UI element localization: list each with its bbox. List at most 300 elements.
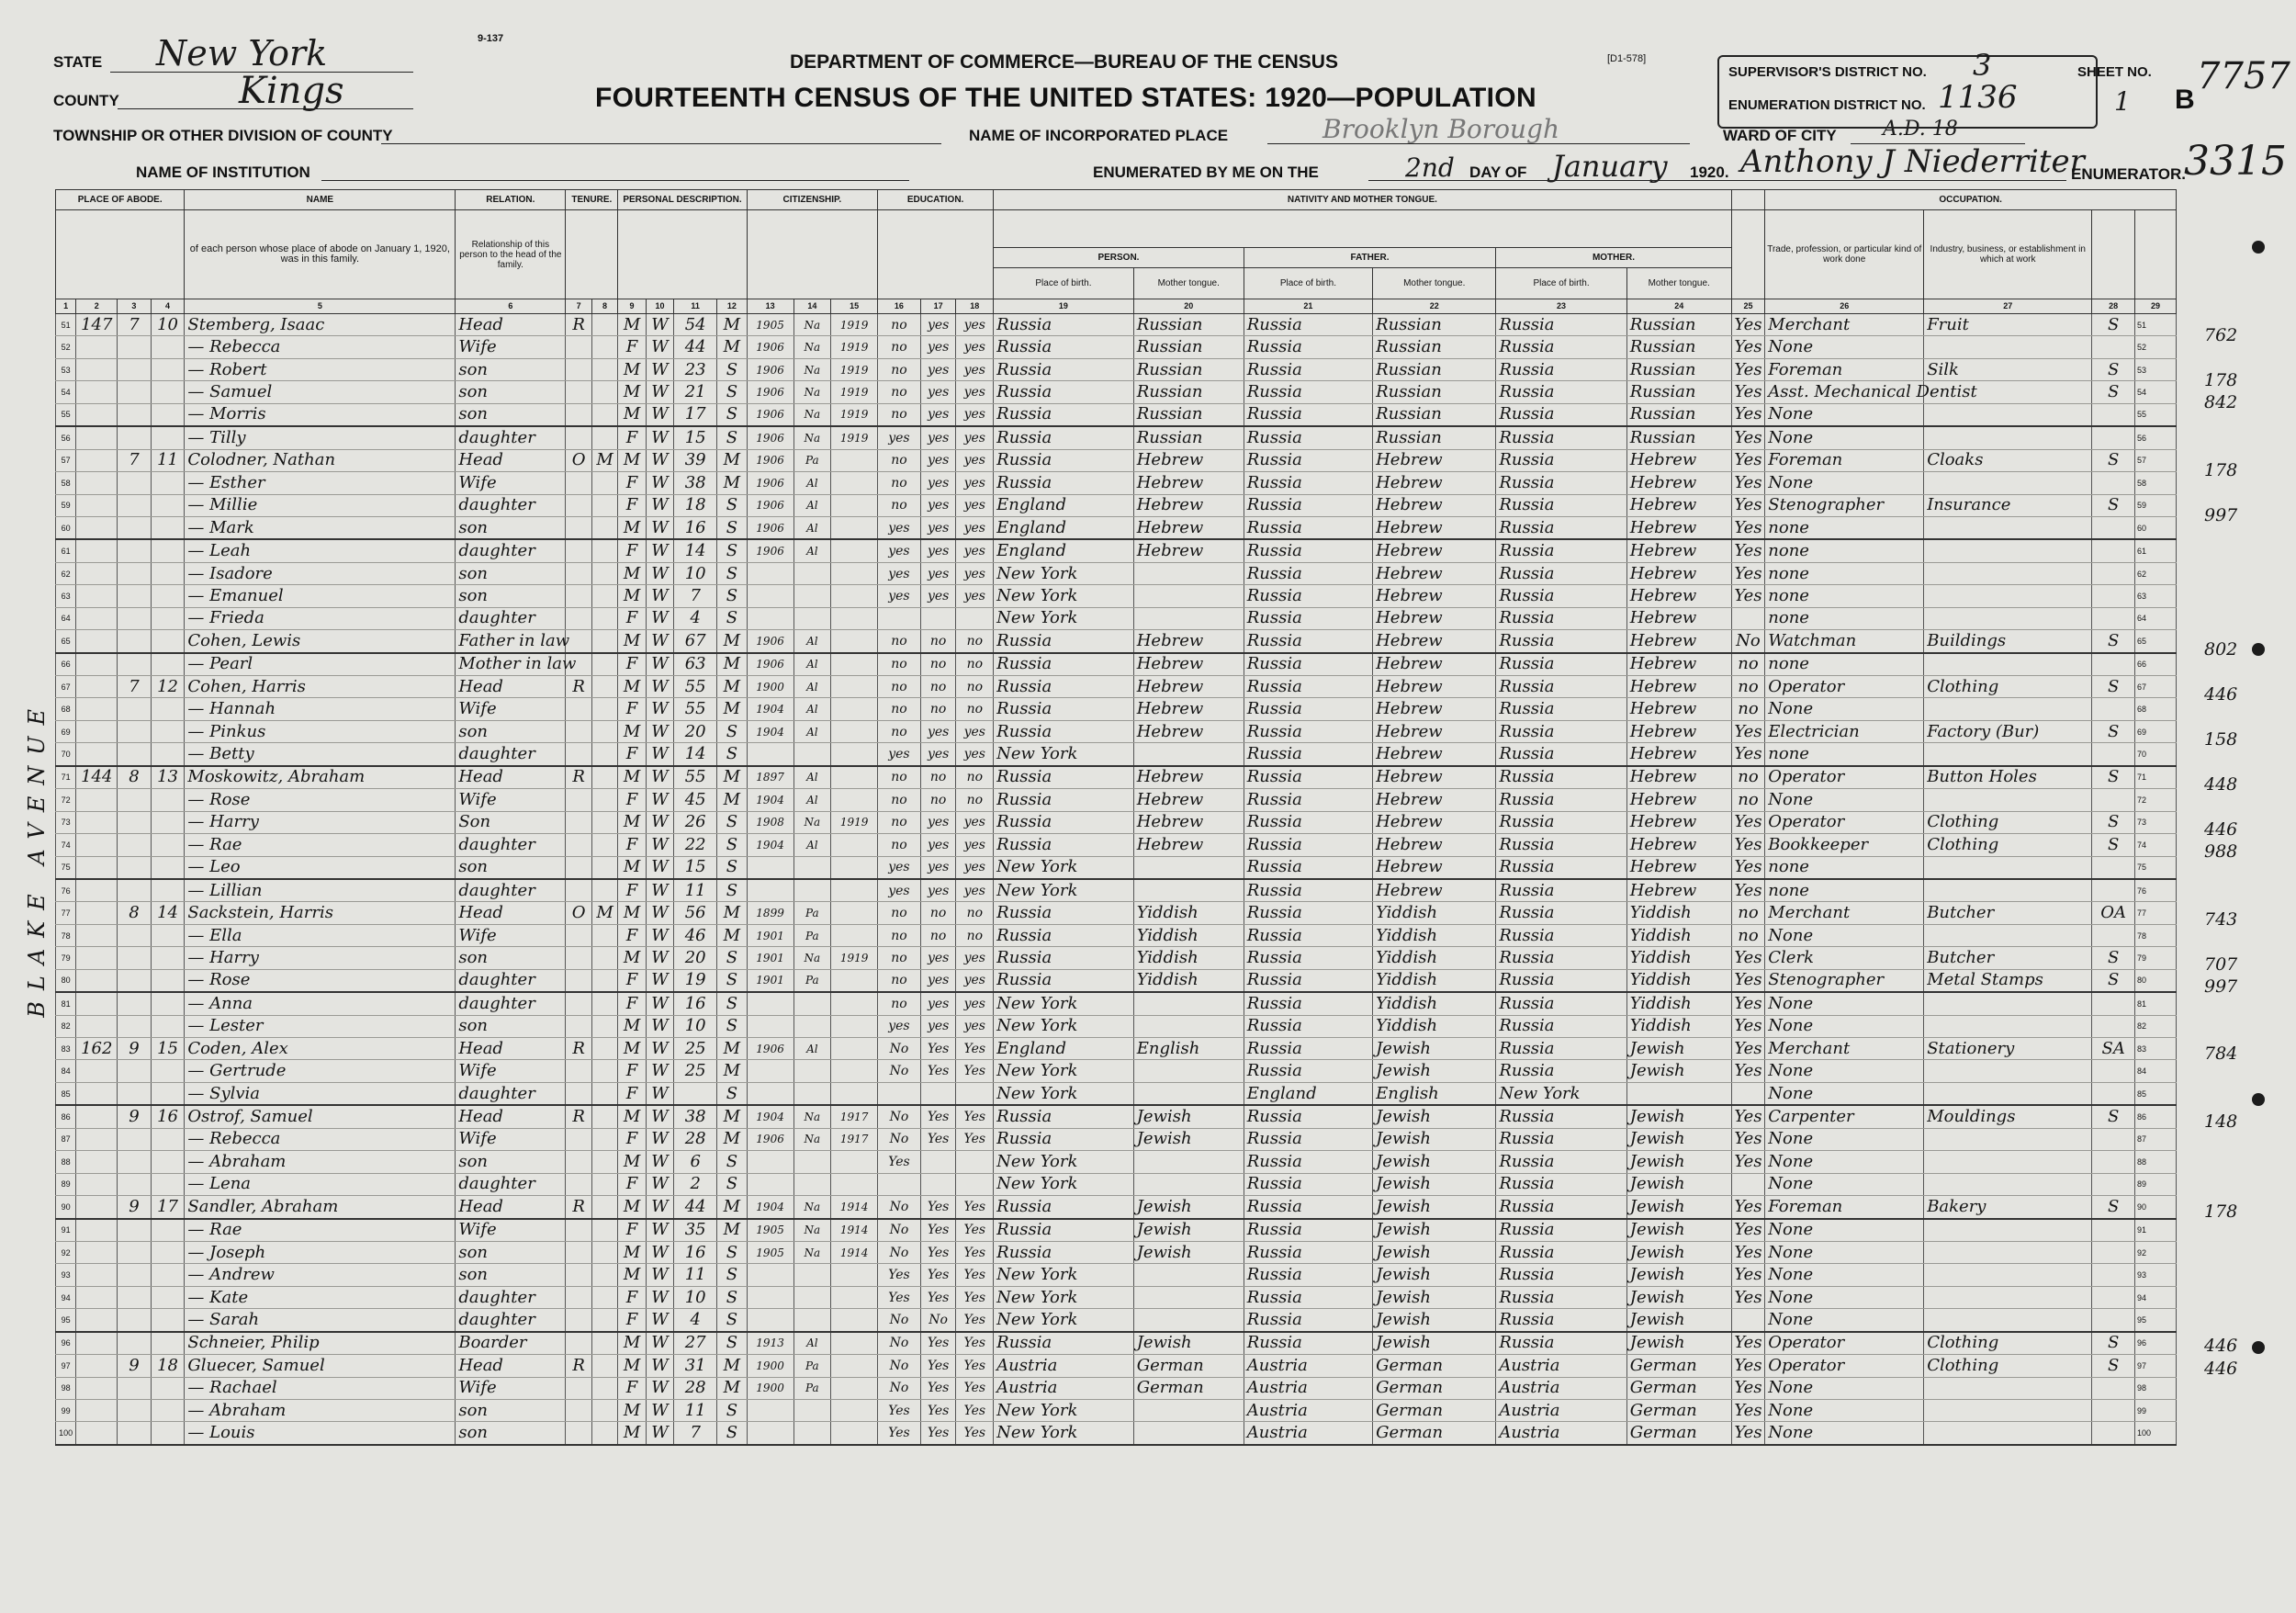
cell-name: — Pearl (185, 653, 456, 676)
cell-ten (566, 516, 591, 539)
cell-dw: 8 (118, 902, 152, 924)
enumerator-signature: Anthony J Niederriter (1740, 143, 2085, 180)
cell-race: W (646, 1196, 674, 1219)
cell-eng: Yes (1731, 336, 1765, 358)
cell-imm: 1904 (747, 789, 793, 811)
cell-age: 44 (674, 1196, 717, 1219)
cell-ten (566, 698, 591, 720)
cell-nat (793, 1173, 831, 1195)
cell-write: Yes (956, 1377, 994, 1399)
cell-yr (831, 1082, 878, 1105)
row-number-cell: 83 (2135, 1038, 2177, 1060)
cell-read: Yes (920, 1264, 956, 1286)
cell-write: no (956, 653, 994, 676)
cell-race: W (646, 811, 674, 833)
cell-fpob: Russia (1244, 403, 1372, 426)
cell-nat (793, 879, 831, 902)
cell-dw (118, 630, 152, 653)
cell-mtongue: Hebrew (1626, 720, 1731, 742)
cell-fam (151, 1151, 185, 1173)
cell-fpob: Russia (1244, 1105, 1372, 1128)
cell-imm: 1901 (747, 969, 793, 992)
cell-age: 26 (674, 811, 717, 833)
column-number: 28 (2092, 299, 2135, 314)
cell-dw (118, 426, 152, 449)
cell-ftongue: Hebrew (1373, 539, 1496, 562)
cell-sch: no (878, 653, 921, 676)
cell-age: 55 (674, 676, 717, 698)
cell-pob: New York (994, 1400, 1134, 1422)
cell-name: Ostrof, Samuel (185, 1105, 456, 1128)
row-number-cell: 93 (2135, 1264, 2177, 1286)
cell-sex: F (618, 698, 647, 720)
cell-pob: New York (994, 1422, 1134, 1445)
cell-pob: Russia (994, 1128, 1134, 1150)
cell-age (674, 1082, 717, 1105)
cell-read: yes (920, 426, 956, 449)
cell-occ: None (1765, 1241, 1924, 1263)
row-number-cell: 85 (56, 1082, 76, 1105)
cell-hm (591, 947, 617, 969)
cell-pob: Russia (994, 902, 1134, 924)
cell-pob: New York (994, 1082, 1134, 1105)
cell-mpob: Russia (1496, 1151, 1626, 1173)
cell-yr: 1919 (831, 314, 878, 336)
cell-mar: M (717, 1105, 748, 1128)
cell-rel: son (456, 1151, 566, 1173)
cell-pob: New York (994, 1173, 1134, 1195)
cell-mar: S (717, 947, 748, 969)
cell-name: — Leah (185, 539, 456, 562)
cell-yr (831, 969, 878, 992)
cell-yr (831, 856, 878, 879)
cell-name: — Betty (185, 743, 456, 766)
cell-tongue: English (1133, 1038, 1244, 1060)
cell-mtongue: German (1626, 1355, 1731, 1377)
cell-sex: F (618, 1286, 647, 1308)
cell-rel: son (456, 516, 566, 539)
cell-yr (831, 992, 878, 1015)
cell-eng: Yes (1731, 1355, 1765, 1377)
table-row (56, 1286, 2177, 1308)
cell-occ: None (1765, 1082, 1924, 1105)
cell-mar: M (717, 653, 748, 676)
cell-ftongue: Hebrew (1373, 607, 1496, 629)
cell-ftongue: Yiddish (1373, 902, 1496, 924)
cell-sch (878, 1082, 921, 1105)
cell-sex: M (618, 449, 647, 471)
cell-pob: Russia (994, 426, 1134, 449)
cell-house (76, 1241, 118, 1263)
cell-hm (591, 539, 617, 562)
cell-sex: M (618, 856, 647, 879)
column-number: 6 (456, 299, 566, 314)
cell-cls (2092, 879, 2135, 902)
cell-pob: New York (994, 879, 1134, 902)
table-row (56, 1082, 2177, 1105)
cell-age: 55 (674, 698, 717, 720)
cell-nat: Na (793, 1105, 831, 1128)
row-number-cell: 91 (2135, 1219, 2177, 1242)
cell-mar: S (717, 403, 748, 426)
cell-mtongue: Hebrew (1626, 811, 1731, 833)
cell-hm (591, 381, 617, 403)
cell-sch: no (878, 403, 921, 426)
column-number: 17 (920, 299, 956, 314)
group-place-of-abode: PLACE OF ABODE. (56, 190, 185, 210)
cell-fpob: Austria (1244, 1422, 1372, 1445)
cell-ten (566, 1151, 591, 1173)
cell-tongue: Jewish (1133, 1219, 1244, 1242)
table-row (56, 472, 2177, 494)
cell-fam (151, 607, 185, 629)
cell-sch: no (878, 449, 921, 471)
cell-hm (591, 879, 617, 902)
cell-write: no (956, 698, 994, 720)
cell-imm (747, 607, 793, 629)
cell-rel: daughter (456, 743, 566, 766)
cell-yr (831, 472, 878, 494)
cell-ind: Stationery (1924, 1038, 2092, 1060)
cell-pob: New York (994, 1151, 1134, 1173)
cell-age: 45 (674, 789, 717, 811)
cell-name: — Harry (185, 811, 456, 833)
cell-write: yes (956, 947, 994, 969)
cell-house (76, 1400, 118, 1422)
cell-fpob: Russia (1244, 924, 1372, 946)
cell-race: W (646, 1173, 674, 1195)
cell-mpob: Russia (1496, 834, 1626, 856)
cell-write: Yes (956, 1219, 994, 1242)
cell-hm (591, 1038, 617, 1060)
table-row (56, 879, 2177, 902)
cell-ftongue: Yiddish (1373, 1015, 1496, 1037)
cell-rel: daughter (456, 879, 566, 902)
cell-cls (2092, 856, 2135, 879)
cell-occ: None (1765, 426, 1924, 449)
cell-cls (2092, 1219, 2135, 1242)
cell-pob: Russia (994, 947, 1134, 969)
cell-house (76, 585, 118, 607)
cell-eng: Yes (1731, 1422, 1765, 1445)
cell-name: — Tilly (185, 426, 456, 449)
cell-nat: Al (793, 1332, 831, 1355)
cell-mpob: Russia (1496, 472, 1626, 494)
row-number-cell: 78 (2135, 924, 2177, 946)
cell-yr (831, 1173, 878, 1195)
cell-hm (591, 789, 617, 811)
cell-cls (2092, 1173, 2135, 1195)
cell-tongue (1133, 1264, 1244, 1286)
cell-name: Cohen, Lewis (185, 630, 456, 653)
cell-tongue: Hebrew (1133, 766, 1244, 789)
cell-tongue: Hebrew (1133, 516, 1244, 539)
cell-sex: M (618, 947, 647, 969)
row-number-cell: 88 (2135, 1151, 2177, 1173)
cell-name: — Rebecca (185, 1128, 456, 1150)
cell-tongue: Hebrew (1133, 789, 1244, 811)
street-name: BLAKE AVENUE (24, 698, 50, 1018)
cell-ftongue: Hebrew (1373, 449, 1496, 471)
cell-fam (151, 1173, 185, 1195)
cell-race: W (646, 924, 674, 946)
cell-tongue (1133, 1400, 1244, 1422)
cell-rel: daughter (456, 1082, 566, 1105)
cell-occ: none (1765, 607, 1924, 629)
column-number: 5 (185, 299, 456, 314)
cell-mpob: Russia (1496, 1332, 1626, 1355)
stamp-number-2: 3315 (2184, 138, 2287, 185)
cell-mpob: Russia (1496, 562, 1626, 584)
cell-eng: no (1731, 698, 1765, 720)
cell-occ: None (1765, 698, 1924, 720)
cell-ten (566, 539, 591, 562)
cell-nat: Al (793, 539, 831, 562)
row-number-cell: 76 (56, 879, 76, 902)
row-number-cell: 72 (2135, 789, 2177, 811)
cell-mar: S (717, 811, 748, 833)
cell-race: W (646, 720, 674, 742)
cell-mtongue: German (1626, 1377, 1731, 1399)
cell-mar: M (717, 924, 748, 946)
cell-dw (118, 856, 152, 879)
cell-house (76, 720, 118, 742)
cell-fam (151, 1128, 185, 1150)
cell-age: 28 (674, 1128, 717, 1150)
cell-dw (118, 698, 152, 720)
cell-ten (566, 630, 591, 653)
cell-yr (831, 1286, 878, 1308)
cell-imm: 1904 (747, 834, 793, 856)
cell-mpob: Austria (1496, 1422, 1626, 1445)
cell-mpob: Russia (1496, 1173, 1626, 1195)
cell-mpob: Russia (1496, 1286, 1626, 1308)
cell-tongue (1133, 1286, 1244, 1308)
cell-name: — Rose (185, 969, 456, 992)
cell-mtongue: Yiddish (1626, 992, 1731, 1015)
cell-sex: F (618, 834, 647, 856)
cell-write (956, 1082, 994, 1105)
cell-hm (591, 743, 617, 766)
cell-rel: Wife (456, 472, 566, 494)
row-number-cell: 51 (56, 314, 76, 336)
cell-fam (151, 720, 185, 742)
row-number-cell: 100 (2135, 1422, 2177, 1445)
cell-ftongue: Jewish (1373, 1128, 1496, 1150)
occupation-code-note: 178 (2204, 1201, 2238, 1222)
cell-write: yes (956, 879, 994, 902)
cell-mtongue: Jewish (1626, 1332, 1731, 1355)
cell-imm (747, 992, 793, 1015)
cell-rel: son (456, 562, 566, 584)
table-row (56, 516, 2177, 539)
cell-sch: Yes (878, 1422, 921, 1445)
cell-dw (118, 924, 152, 946)
cell-sch: yes (878, 562, 921, 584)
cell-hm (591, 607, 617, 629)
row-number-cell: 75 (56, 856, 76, 879)
cell-rel: son (456, 403, 566, 426)
cell-sex: F (618, 494, 647, 516)
column-number: 19 (994, 299, 1134, 314)
cell-fpob: Russia (1244, 1286, 1372, 1308)
cell-pob: Russia (994, 1105, 1134, 1128)
cell-write: Yes (956, 1400, 994, 1422)
cell-name: Stemberg, Isaac (185, 314, 456, 336)
cell-eng (1731, 1309, 1765, 1332)
row-number-cell: 66 (56, 653, 76, 676)
cell-eng: Yes (1731, 1105, 1765, 1128)
cell-ten (566, 1286, 591, 1308)
cell-dw: 9 (118, 1355, 152, 1377)
cell-ind (1924, 1219, 2092, 1242)
cell-sch: yes (878, 426, 921, 449)
cell-fpob: Austria (1244, 1377, 1372, 1399)
row-number-cell: 57 (2135, 449, 2177, 471)
cell-occ: none (1765, 653, 1924, 676)
cell-cls: S (2092, 1355, 2135, 1377)
table-row (56, 607, 2177, 629)
cell-race: W (646, 1151, 674, 1173)
cell-name: — Rae (185, 834, 456, 856)
cell-mpob: Russia (1496, 585, 1626, 607)
cell-cls (2092, 1015, 2135, 1037)
cell-read: Yes (920, 1241, 956, 1263)
cell-name: — Samuel (185, 381, 456, 403)
cell-imm: 1900 (747, 1355, 793, 1377)
cell-write: yes (956, 426, 994, 449)
table-row (56, 585, 2177, 607)
cell-yr (831, 1038, 878, 1060)
cell-fpob: Russia (1244, 1151, 1372, 1173)
occupation-code-note: 802 (2204, 639, 2238, 660)
cell-race: W (646, 1128, 674, 1150)
cell-ind (1924, 562, 2092, 584)
occupation-code-note: 784 (2204, 1043, 2238, 1065)
cell-pob: New York (994, 856, 1134, 879)
cell-occ: None (1765, 1173, 1924, 1195)
cell-dw (118, 1128, 152, 1150)
enumerated-underline (1368, 180, 2066, 181)
cell-ind: Butcher (1924, 902, 2092, 924)
row-number-cell: 94 (56, 1286, 76, 1308)
cell-hm (591, 1015, 617, 1037)
table-row (56, 1015, 2177, 1037)
township-label: TOWNSHIP OR OTHER DIVISION OF COUNTY (53, 127, 393, 144)
cell-ten: R (566, 1105, 591, 1128)
cell-mar: M (717, 1377, 748, 1399)
cell-cls: S (2092, 381, 2135, 403)
group-personal-description: PERSONAL DESCRIPTION. (618, 190, 747, 210)
cell-sch: no (878, 947, 921, 969)
column-number: 21 (1244, 299, 1372, 314)
cell-ind (1924, 1015, 2092, 1037)
cell-name: Schneier, Philip (185, 1332, 456, 1355)
occupation-code-note: 178 (2204, 369, 2238, 390)
cell-rel: Wife (456, 1219, 566, 1242)
cell-sex: F (618, 1082, 647, 1105)
person-label: PERSON. (994, 248, 1244, 268)
cell-mpob: Russia (1496, 969, 1626, 992)
cell-fam: 15 (151, 1038, 185, 1060)
cell-imm: 1906 (747, 516, 793, 539)
cell-ten (566, 992, 591, 1015)
cell-rel: daughter (456, 426, 566, 449)
row-number-cell: 98 (56, 1377, 76, 1399)
cell-cls (2092, 1128, 2135, 1150)
cell-read: no (920, 902, 956, 924)
cell-fam (151, 924, 185, 946)
cell-nat (793, 1400, 831, 1422)
cell-house (76, 902, 118, 924)
cell-imm: 1897 (747, 766, 793, 789)
cell-eng: Yes (1731, 1241, 1765, 1263)
township-underline (381, 143, 941, 144)
cell-house (76, 494, 118, 516)
cell-cls: S (2092, 720, 2135, 742)
cell-rel: son (456, 1400, 566, 1422)
cell-yr (831, 607, 878, 629)
cell-eng: Yes (1731, 1128, 1765, 1150)
cell-rel: Mother in law (456, 653, 566, 676)
cell-house (76, 1060, 118, 1082)
row-number-cell: 61 (2135, 539, 2177, 562)
cell-pob: England (994, 539, 1134, 562)
cell-sch: no (878, 358, 921, 380)
cell-house (76, 449, 118, 471)
cell-occ: Foreman (1765, 1196, 1924, 1219)
cell-age: 44 (674, 336, 717, 358)
cell-ind (1924, 539, 2092, 562)
cell-house (76, 1332, 118, 1355)
cell-mpob: Austria (1496, 1355, 1626, 1377)
binding-hole (2252, 241, 2265, 254)
cell-ten (566, 1082, 591, 1105)
cell-imm (747, 856, 793, 879)
cell-dw (118, 653, 152, 676)
cell-sex: F (618, 1219, 647, 1242)
cell-imm: 1905 (747, 314, 793, 336)
cell-pob: Russia (994, 630, 1134, 653)
cell-dw (118, 811, 152, 833)
row-number-cell: 61 (56, 539, 76, 562)
cell-cls: S (2092, 494, 2135, 516)
cell-race: W (646, 1082, 674, 1105)
cell-eng: Yes (1731, 1015, 1765, 1037)
enum-district-label: ENUMERATION DISTRICT NO. (1728, 97, 1926, 113)
cell-read: yes (920, 992, 956, 1015)
cell-occ: None (1765, 1128, 1924, 1150)
cell-nat (793, 1264, 831, 1286)
cell-tongue: Yiddish (1133, 902, 1244, 924)
cell-nat: Pa (793, 1377, 831, 1399)
cell-ftongue: Hebrew (1373, 653, 1496, 676)
row-number-cell: 74 (2135, 834, 2177, 856)
county-underline (118, 108, 413, 109)
cell-dw (118, 1264, 152, 1286)
row-number-cell: 62 (2135, 562, 2177, 584)
column-number: 27 (1924, 299, 2092, 314)
cell-dw: 9 (118, 1196, 152, 1219)
cell-pob: Russia (994, 1241, 1134, 1263)
cell-ten: O (566, 902, 591, 924)
cell-tongue: Jewish (1133, 1196, 1244, 1219)
cell-fpob: Austria (1244, 1400, 1372, 1422)
cell-ftongue: Jewish (1373, 1105, 1496, 1128)
cell-imm (747, 743, 793, 766)
cell-house (76, 403, 118, 426)
cell-sch: no (878, 969, 921, 992)
